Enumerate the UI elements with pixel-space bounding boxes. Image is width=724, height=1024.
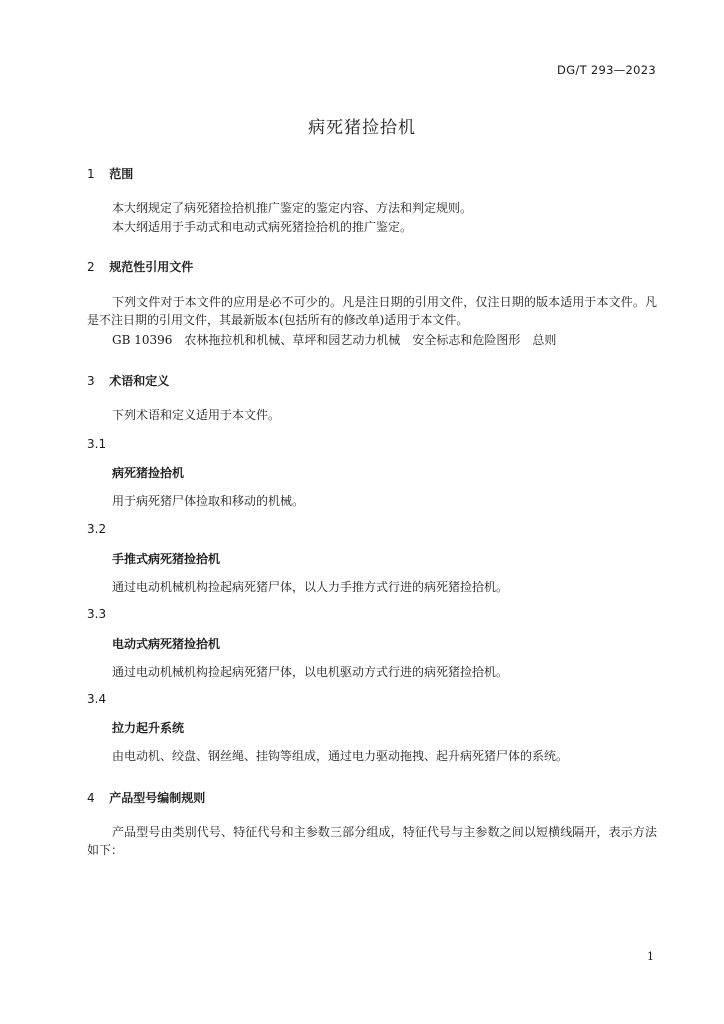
- page-title: 病死猪捡拾机: [308, 118, 416, 138]
- paragraph: 产品型号由类别代号、特征代号和主参数三部分组成，特征代号与主参数之间以短横线隔开，表示方法如下：: [87, 825, 657, 857]
- section-number: 2: [87, 260, 95, 274]
- term-definition: 由电动机、绞盘、钢丝绳、挂钩等组成，通过电力驱动拖拽、起升病死猪尸体的系统。: [112, 749, 569, 763]
- section-title: 产品型号编制规则: [109, 791, 206, 805]
- section-title: 范围: [109, 167, 134, 181]
- term-definition: 通过电动机械机构捡起病死猪尸体，以电机驱动方式行进的病死猪捡拾机。: [112, 665, 509, 679]
- section-number: 3: [87, 374, 95, 388]
- term-number: 3.4: [87, 692, 107, 706]
- term-number: 3.2: [87, 522, 107, 536]
- section-3-heading: [87, 372, 169, 389]
- term-number: 3.1: [87, 437, 107, 451]
- document-code: DG/T 293—2023: [557, 63, 656, 77]
- section-title: 术语和定义: [109, 374, 170, 388]
- term-number: 3.3: [87, 607, 107, 621]
- term-name: 电动式病死猪捡拾机: [112, 637, 221, 651]
- term-name: 手推式病死猪捡拾机: [112, 552, 221, 566]
- paragraph: 本大纲规定了病死猪捡拾机推广鉴定的鉴定内容、方法和判定规则。: [112, 201, 473, 215]
- section-number: 1: [87, 167, 95, 181]
- paragraph: 本大纲适用于手动式和电动式病死猪捡拾机的推广鉴定。: [112, 220, 413, 234]
- page-number: 1: [647, 950, 654, 963]
- section-title: 规范性引用文件: [109, 260, 194, 274]
- paragraph: 下列术语和定义适用于本文件。: [112, 408, 281, 422]
- normative-reference: GB 10396 农林拖拉机和机械、草坪和园艺动力机械 安全标志和危险图形 总则: [112, 333, 557, 347]
- term-definition: 通过电动机械机构捡起病死猪尸体，以人力手推方式行进的病死猪捡拾机。: [112, 580, 509, 594]
- paragraph: 下列文件对于本文件的应用是必不可少的。凡是注日期的引用文件，仅注日期的版本适用于本文件。凡是不注日期的引用文件，其最新版本(包括所有的修改单)适用于本文件。: [87, 295, 657, 327]
- section-2-heading: [87, 258, 193, 275]
- term-name: 病死猪捡拾机: [112, 466, 185, 480]
- section-1-heading: [87, 165, 133, 182]
- term-definition: 用于病死猪尸体捡取和移动的机械。: [112, 494, 305, 508]
- section-number: 4: [87, 791, 95, 805]
- section-4-heading: [87, 789, 205, 806]
- term-name: 拉力起升系统: [112, 721, 185, 735]
